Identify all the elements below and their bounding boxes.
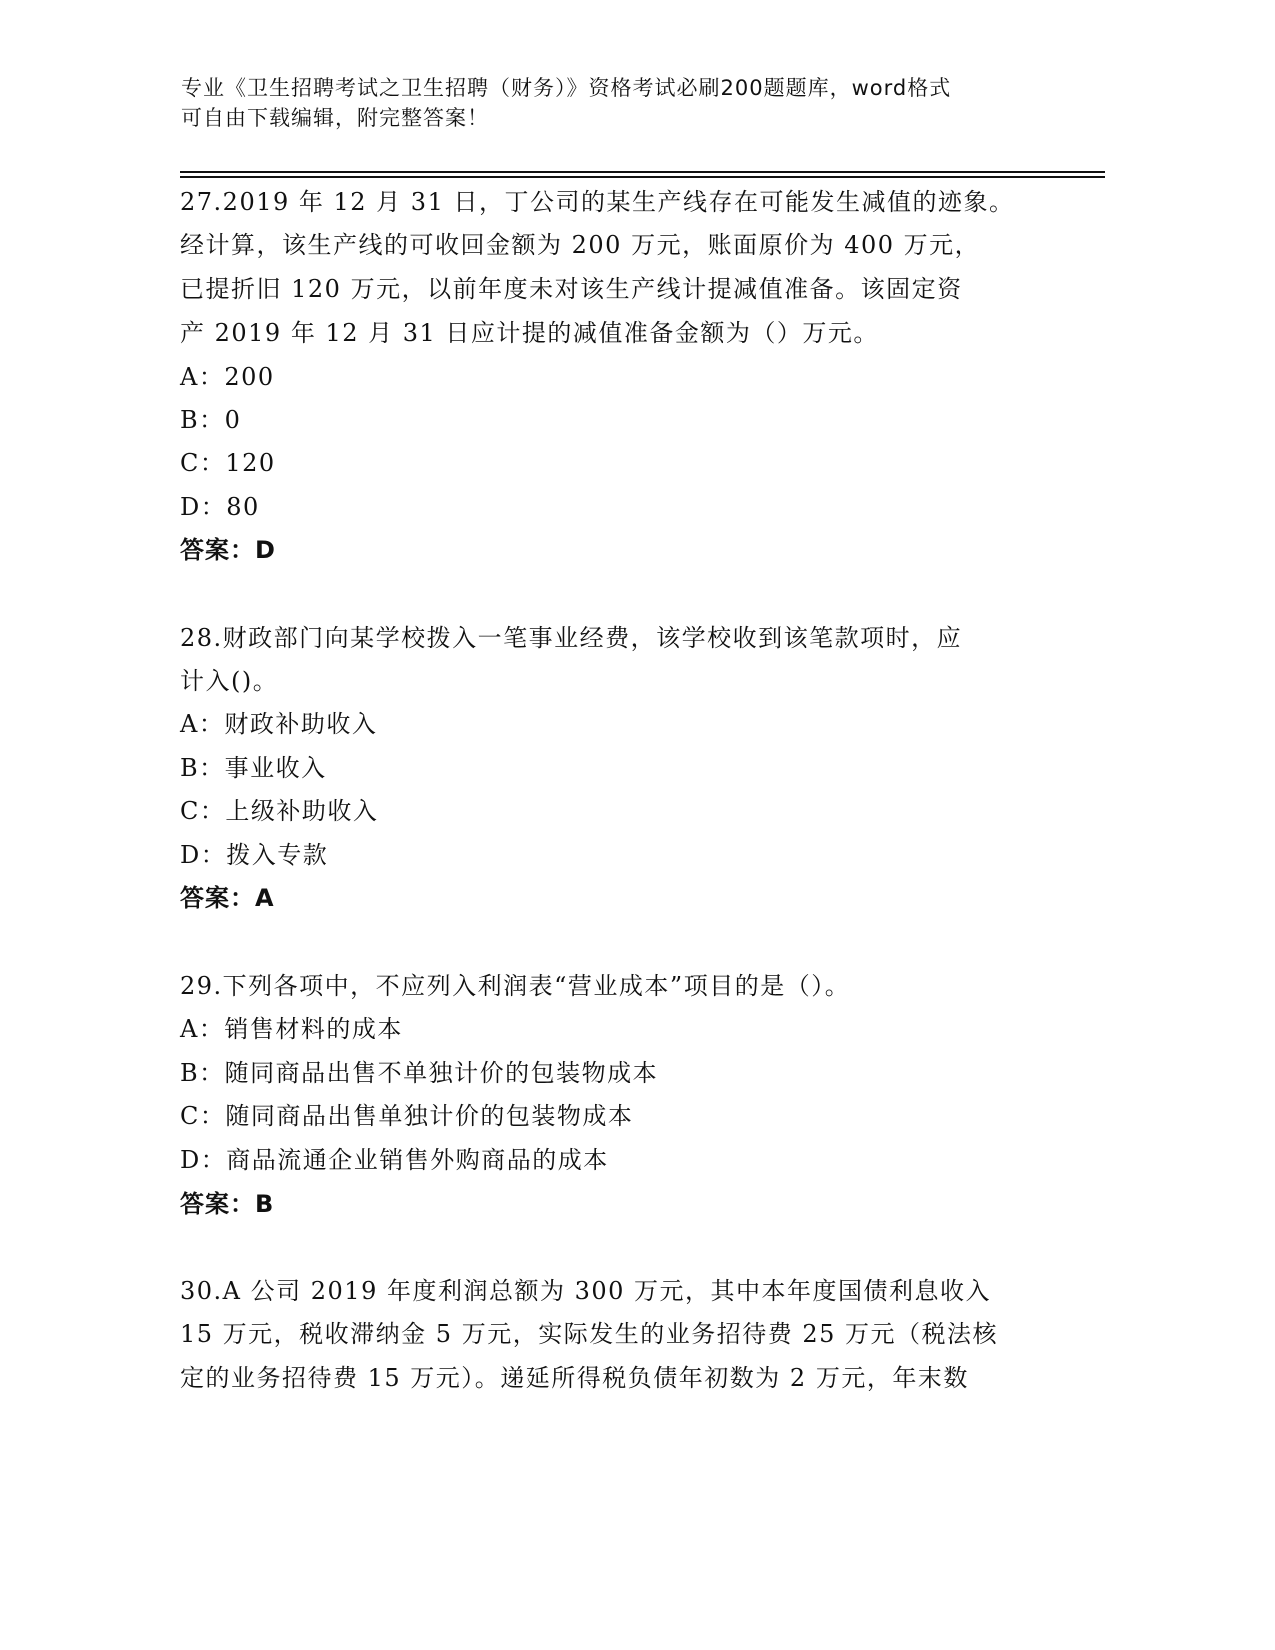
divider-top (180, 171, 1105, 173)
option-b: B：0 (180, 406, 242, 434)
question-stem: 29.下列各项中，不应列入利润表“营业成本”项目的是（）。 (180, 972, 851, 1000)
option-a: A：200 (180, 363, 275, 391)
option-d: D：商品流通企业销售外购商品的成本 (180, 1146, 609, 1174)
option-a: A：财政补助收入 (180, 710, 378, 738)
divider-bottom (180, 176, 1105, 178)
option-a: A：销售材料的成本 (180, 1015, 403, 1043)
option-d: D：拨入专款 (180, 841, 329, 869)
option-b: B：事业收入 (180, 754, 327, 782)
question-stem: 已提折旧 120 万元，以前年度未对该生产线计提减值准备。该固定资 (180, 275, 963, 303)
answer: 答案：A (180, 884, 275, 912)
answer: 答案：D (180, 536, 276, 564)
question-stem: 计入()。 (180, 667, 279, 695)
question-stem: 15 万元，税收滞纳金 5 万元，实际发生的业务招待费 25 万元（税法核 (180, 1320, 998, 1348)
question-stem: 产 2019 年 12 月 31 日应计提的减值准备金额为（）万元。 (180, 319, 879, 347)
question-stem: 经计算，该生产线的可收回金额为 200 万元，账面原价为 400 万元， (180, 231, 981, 259)
question-stem: 定的业务招待费 15 万元）。递延所得税负债年初数为 2 万元，年末数 (180, 1364, 969, 1392)
question-stem: 28.财政部门向某学校拨入一笔事业经费，该学校收到该笔款项时，应 (180, 624, 963, 652)
option-c: C：上级补助收入 (180, 797, 379, 825)
option-b: B：随同商品出售不单独计价的包装物成本 (180, 1059, 659, 1087)
question-stem: 27.2019 年 12 月 31 日，丁公司的某生产线存在可能发生减值的迹象。 (180, 188, 1015, 216)
option-c: C：随同商品出售单独计价的包装物成本 (180, 1102, 634, 1130)
header-line-2: 可自由下载编辑，附完整答案！ (181, 106, 489, 130)
option-c: C：120 (180, 449, 276, 477)
option-d: D：80 (180, 493, 260, 521)
answer: 答案：B (180, 1190, 275, 1218)
question-stem: 30.A 公司 2019 年度利润总额为 300 万元，其中本年度国债利息收入 (180, 1277, 992, 1305)
header-line-1: 专业《卫生招聘考试之卫生招聘（财务）》资格考试必刷200题题库，word格式 (181, 76, 952, 100)
